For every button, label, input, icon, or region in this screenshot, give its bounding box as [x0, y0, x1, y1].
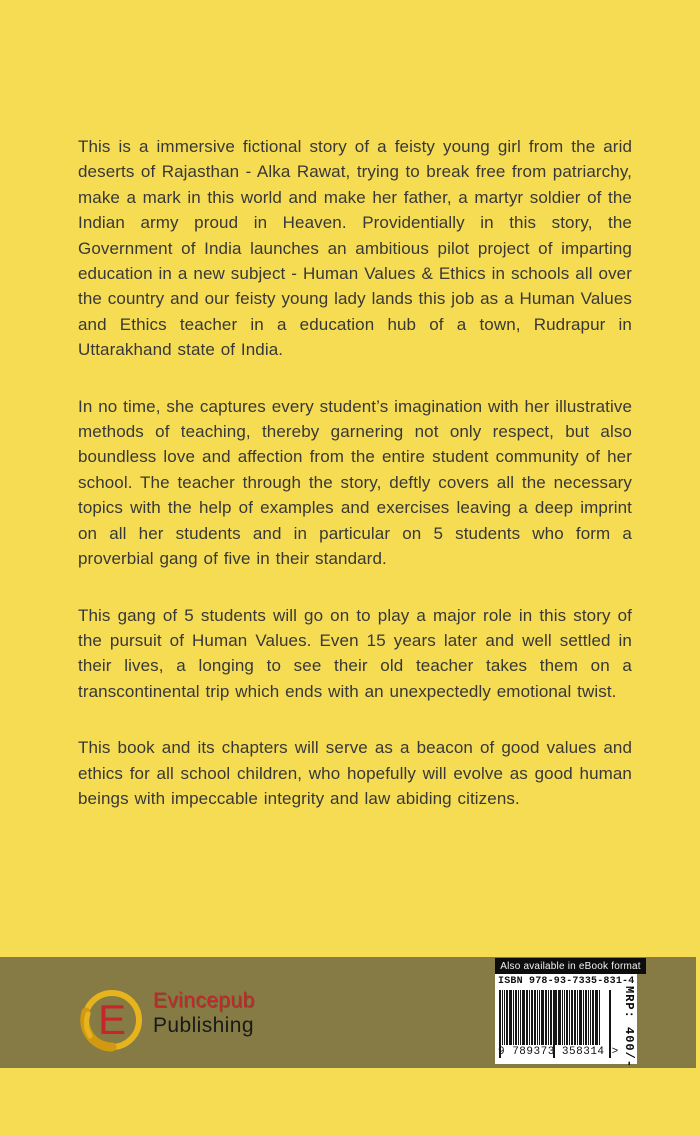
- publisher-name: Evincepub: [153, 989, 255, 1012]
- isbn-number: ISBN 978-93-7335-831-4: [498, 976, 635, 987]
- publisher-type: Publishing: [153, 1014, 254, 1037]
- synopsis-paragraph-3: This gang of 5 students will go on to play a major role in this story of the pursuit of Human Values. Even 15 years later and well settled in their lives, a longing to see their old teacher takes them on a transcontinental trip which ends with an unexpectedly emotional twist.: [78, 605, 632, 701]
- isbn-barcode: [495, 974, 637, 1069]
- barcode-bars: [499, 990, 611, 1045]
- synopsis-paragraph-2: In no time, she captures every student’s imagination with her illustrative methods of teaching, thereby garnering not only respect, but also boundless love and affection from the entire student community of her school. The teacher through the story, deftly covers all the necessary topics with the help of examples and exercises leaving a deep imprint on all her students and in particular on 5 students who form a proverbial gang of five in their standard.: [78, 396, 632, 569]
- publisher-logo-letter: E: [97, 996, 126, 1043]
- synopsis-text: [78, 134, 632, 842]
- publisher-name-block: [153, 990, 255, 1037]
- synopsis-paragraph-1: This is a immersive fictional story of a feisty young girl from the arid deserts of Rajasthan - Alka Rawat, trying to break free from patriarchy, make a mark in this world and make her father, a martyr soldier of the Indian army proud in Heaven. Providentially in this story, the Government of India launches an ambitious pilot project of imparting education in a new subject - Human Values & Ethics in schools all over the country and our feisty young lady lands this job as a Human Values and Ethics teacher in a education hub of a town, Rudrapur in Uttarakhand state of India.: [78, 137, 632, 360]
- ean-number: 9 789373 358314 >: [498, 1046, 619, 1058]
- synopsis-paragraph-4: This book and its chapters will serve as a beacon of good values and ethics for all school children, who hopefully will evolve as good human beings with impeccable integrity and law abiding citizens.: [78, 738, 632, 808]
- mrp-label: MRP: 400/-: [622, 986, 636, 1069]
- ebook-availability-label: Also available in eBook format: [495, 958, 646, 974]
